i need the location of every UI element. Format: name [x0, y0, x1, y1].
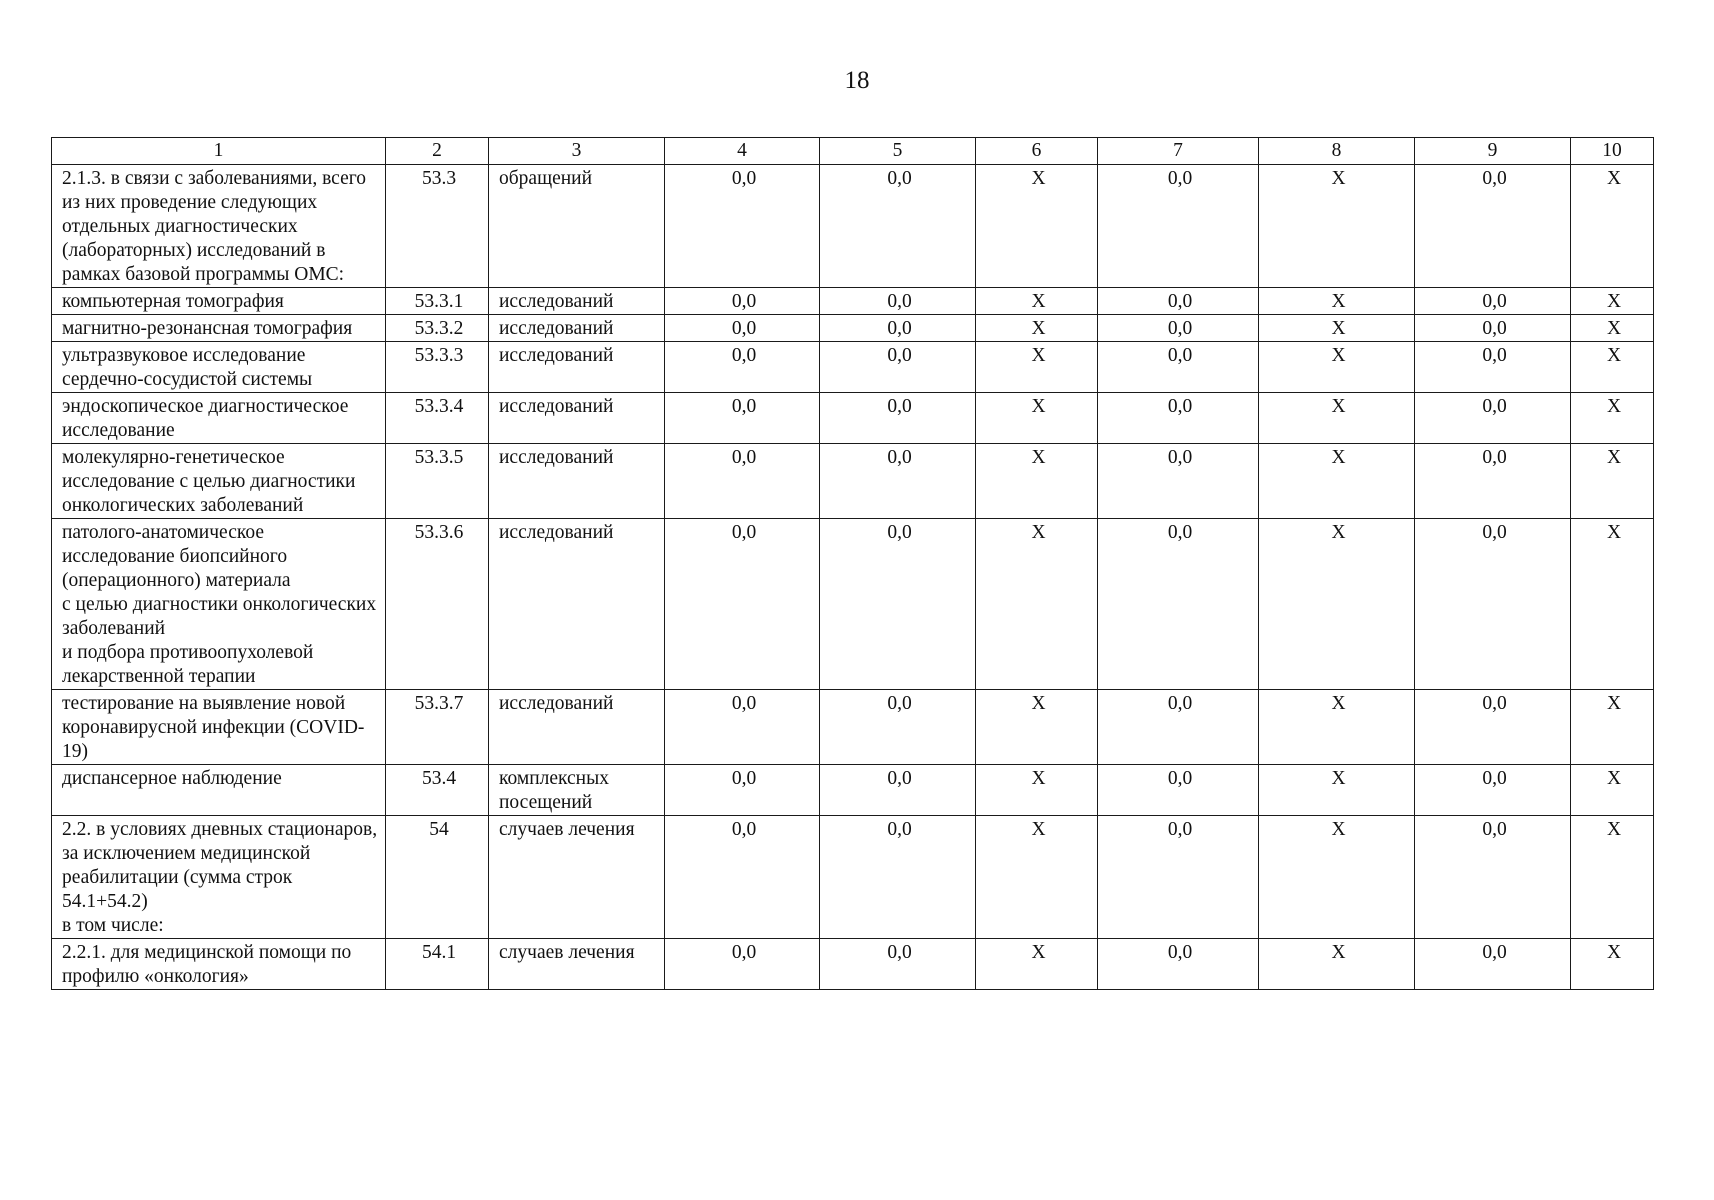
cell-col-7: 0,0	[1098, 393, 1259, 444]
cell-col-8: Х	[1259, 393, 1415, 444]
column-header: 4	[665, 138, 820, 165]
cell-col-5: 0,0	[820, 342, 976, 393]
unit-of-measure: исследований	[489, 342, 665, 393]
unit-of-measure: случаев лечения	[489, 816, 665, 939]
cell-col-4: 0,0	[665, 393, 820, 444]
cell-col-10: Х	[1571, 288, 1654, 315]
cell-col-6: Х	[976, 519, 1098, 690]
table-row	[52, 690, 1654, 765]
data-table	[51, 137, 1654, 990]
cell-col-6: Х	[976, 765, 1098, 816]
cell-col-9: 0,0	[1415, 690, 1571, 765]
cell-col-6: Х	[976, 690, 1098, 765]
cell-col-4: 0,0	[665, 288, 820, 315]
cell-col-8: Х	[1259, 165, 1415, 288]
column-header: 1	[52, 138, 386, 165]
cell-col-5: 0,0	[820, 939, 976, 990]
header-row	[52, 138, 1654, 165]
cell-col-4: 0,0	[665, 444, 820, 519]
row-code: 53.3.5	[386, 444, 489, 519]
cell-col-5: 0,0	[820, 690, 976, 765]
indicator-name: тестирование на выявление новой коронавирусной инфекции (COVID-19)	[52, 690, 386, 765]
cell-col-5: 0,0	[820, 393, 976, 444]
indicator-name: диспансерное наблюдение	[52, 765, 386, 816]
cell-col-8: Х	[1259, 519, 1415, 690]
cell-col-6: Х	[976, 393, 1098, 444]
indicator-name: молекулярно-генетическое исследование с целью диагностики онкологических заболеваний	[52, 444, 386, 519]
cell-col-8: Х	[1259, 315, 1415, 342]
cell-col-5: 0,0	[820, 315, 976, 342]
cell-col-4: 0,0	[665, 165, 820, 288]
unit-of-measure: комплексных посещений	[489, 765, 665, 816]
cell-col-5: 0,0	[820, 444, 976, 519]
table-row	[52, 393, 1654, 444]
cell-col-10: Х	[1571, 315, 1654, 342]
cell-col-6: Х	[976, 342, 1098, 393]
cell-col-8: Х	[1259, 288, 1415, 315]
page-number: 18	[844, 67, 870, 94]
cell-col-10: Х	[1571, 690, 1654, 765]
cell-col-9: 0,0	[1415, 315, 1571, 342]
row-code: 53.3.2	[386, 315, 489, 342]
cell-col-8: Х	[1259, 939, 1415, 990]
cell-col-5: 0,0	[820, 816, 976, 939]
unit-of-measure: исследований	[489, 690, 665, 765]
indicator-name: магнитно-резонансная томография	[52, 315, 386, 342]
cell-col-4: 0,0	[665, 765, 820, 816]
cell-col-10: Х	[1571, 393, 1654, 444]
table-row	[52, 816, 1654, 939]
table-row	[52, 288, 1654, 315]
cell-col-6: Х	[976, 315, 1098, 342]
row-code: 54.1	[386, 939, 489, 990]
cell-col-8: Х	[1259, 342, 1415, 393]
column-header: 5	[820, 138, 976, 165]
cell-col-7: 0,0	[1098, 690, 1259, 765]
cell-col-7: 0,0	[1098, 939, 1259, 990]
table-row	[52, 765, 1654, 816]
unit-of-measure: исследований	[489, 315, 665, 342]
unit-of-measure: обращений	[489, 165, 665, 288]
column-header: 6	[976, 138, 1098, 165]
cell-col-8: Х	[1259, 444, 1415, 519]
cell-col-7: 0,0	[1098, 288, 1259, 315]
cell-col-9: 0,0	[1415, 765, 1571, 816]
table-row	[52, 939, 1654, 990]
column-header: 2	[386, 138, 489, 165]
table-row	[52, 165, 1654, 288]
indicator-name: 2.1.3. в связи с заболеваниями, всего из них проведение следующих отдельных диагностических (лабораторных) исследований в рамках базовой программы ОМС:	[52, 165, 386, 288]
cell-col-8: Х	[1259, 816, 1415, 939]
cell-col-4: 0,0	[665, 816, 820, 939]
row-code: 53.3.4	[386, 393, 489, 444]
cell-col-10: Х	[1571, 519, 1654, 690]
cell-col-10: Х	[1571, 342, 1654, 393]
cell-col-4: 0,0	[665, 342, 820, 393]
cell-col-9: 0,0	[1415, 393, 1571, 444]
row-code: 54	[386, 816, 489, 939]
cell-col-5: 0,0	[820, 765, 976, 816]
cell-col-7: 0,0	[1098, 444, 1259, 519]
cell-col-10: Х	[1571, 444, 1654, 519]
cell-col-4: 0,0	[665, 690, 820, 765]
cell-col-8: Х	[1259, 690, 1415, 765]
cell-col-6: Х	[976, 816, 1098, 939]
column-header: 7	[1098, 138, 1259, 165]
column-header: 3	[489, 138, 665, 165]
cell-col-5: 0,0	[820, 165, 976, 288]
cell-col-9: 0,0	[1415, 816, 1571, 939]
row-code: 53.3.7	[386, 690, 489, 765]
cell-col-4: 0,0	[665, 939, 820, 990]
table-row	[52, 519, 1654, 690]
cell-col-10: Х	[1571, 165, 1654, 288]
indicator-name: 2.2. в условиях дневных стационаров, за исключением медицинской реабилитации (сумма строк 54.1+54.2) в том числе:	[52, 816, 386, 939]
column-header: 9	[1415, 138, 1571, 165]
indicator-name: компьютерная томография	[52, 288, 386, 315]
row-code: 53.3.1	[386, 288, 489, 315]
cell-col-6: Х	[976, 939, 1098, 990]
unit-of-measure: случаев лечения	[489, 939, 665, 990]
cell-col-6: Х	[976, 165, 1098, 288]
cell-col-5: 0,0	[820, 519, 976, 690]
row-code: 53.3.6	[386, 519, 489, 690]
cell-col-4: 0,0	[665, 315, 820, 342]
unit-of-measure: исследований	[489, 393, 665, 444]
cell-col-8: Х	[1259, 765, 1415, 816]
cell-col-7: 0,0	[1098, 165, 1259, 288]
cell-col-6: Х	[976, 288, 1098, 315]
table-row	[52, 444, 1654, 519]
unit-of-measure: исследований	[489, 519, 665, 690]
cell-col-9: 0,0	[1415, 444, 1571, 519]
column-header: 10	[1571, 138, 1654, 165]
cell-col-9: 0,0	[1415, 342, 1571, 393]
row-code: 53.3	[386, 165, 489, 288]
cell-col-7: 0,0	[1098, 315, 1259, 342]
cell-col-9: 0,0	[1415, 165, 1571, 288]
indicator-name: 2.2.1. для медицинской помощи по профилю «онкология»	[52, 939, 386, 990]
cell-col-6: Х	[976, 444, 1098, 519]
cell-col-5: 0,0	[820, 288, 976, 315]
cell-col-7: 0,0	[1098, 816, 1259, 939]
cell-col-7: 0,0	[1098, 519, 1259, 690]
cell-col-7: 0,0	[1098, 765, 1259, 816]
column-header: 8	[1259, 138, 1415, 165]
cell-col-4: 0,0	[665, 519, 820, 690]
cell-col-9: 0,0	[1415, 519, 1571, 690]
cell-col-9: 0,0	[1415, 288, 1571, 315]
indicator-name: патолого-анатомическое исследование биопсийного (операционного) материала с целью диагностики онкологических заболеваний и подбора противоопухолевой лекарственной терапии	[52, 519, 386, 690]
indicator-name: ультразвуковое исследование сердечно-сосудистой системы	[52, 342, 386, 393]
cell-col-10: Х	[1571, 816, 1654, 939]
table-row	[52, 315, 1654, 342]
unit-of-measure: исследований	[489, 288, 665, 315]
cell-col-10: Х	[1571, 765, 1654, 816]
indicator-name: эндоскопическое диагностическое исследование	[52, 393, 386, 444]
row-code: 53.3.3	[386, 342, 489, 393]
cell-col-7: 0,0	[1098, 342, 1259, 393]
cell-col-10: Х	[1571, 939, 1654, 990]
row-code: 53.4	[386, 765, 489, 816]
cell-col-9: 0,0	[1415, 939, 1571, 990]
table-row	[52, 342, 1654, 393]
unit-of-measure: исследований	[489, 444, 665, 519]
